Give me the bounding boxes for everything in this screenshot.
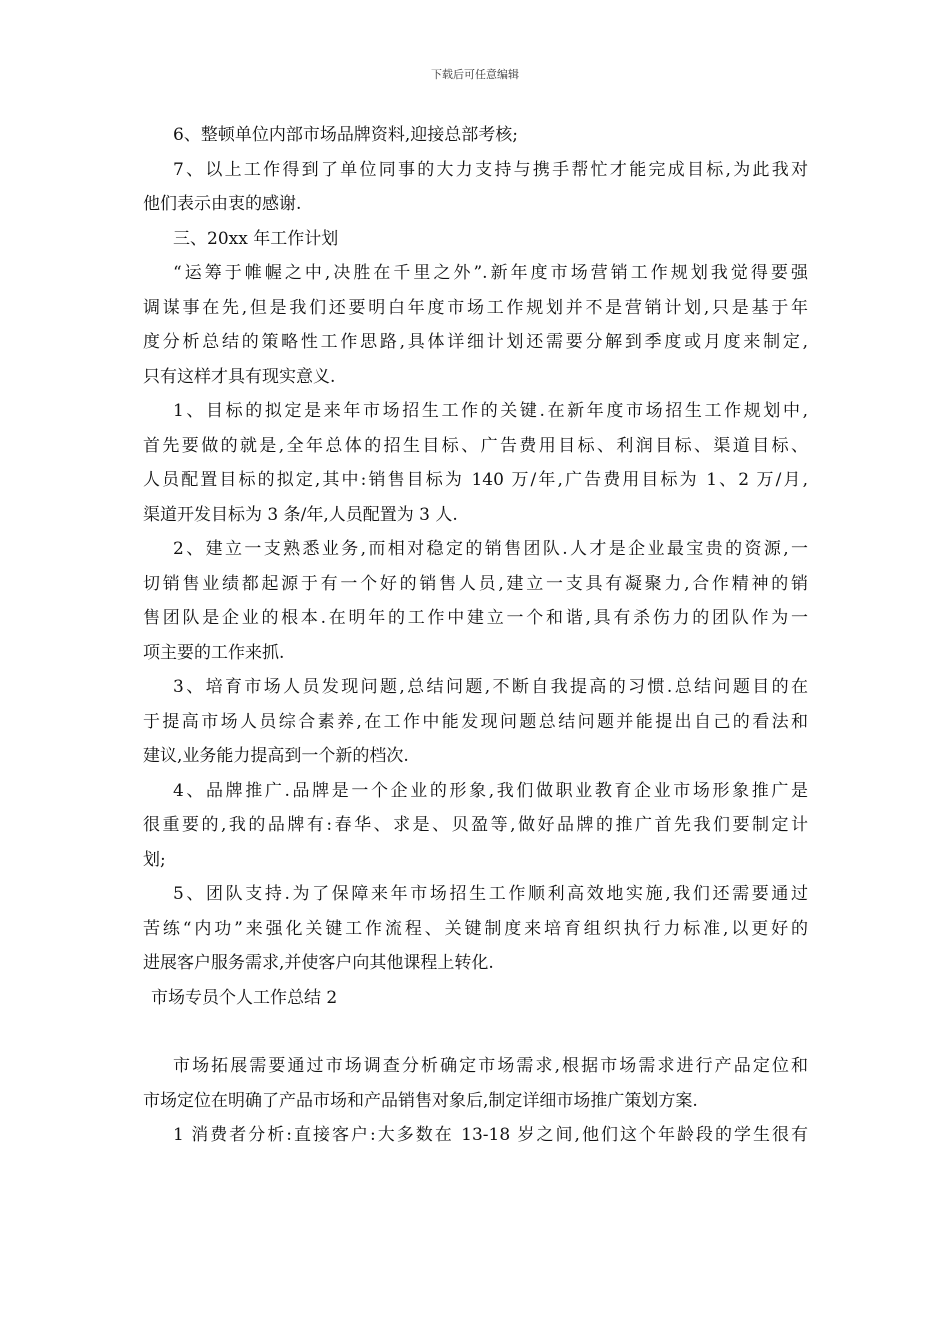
text-line: 进展客户服务需求,并使客户向其他课程上转化. xyxy=(143,953,494,973)
text-line: 6、整顿单位内部市场品牌资料,迎接总部考核; xyxy=(173,125,518,145)
text-line: 人员配置目标的拟定,其中:销售目标为 140 万/年,广告费用目标为 1、2 万/月, xyxy=(143,470,808,490)
text-line: 很重要的,我的品牌有:春华、求是、贝盈等,做好品牌的推广首先我们要制定计 xyxy=(143,815,808,835)
paragraph-gap xyxy=(143,1015,808,1049)
text-line: 只有这样才具有现实意义. xyxy=(143,366,336,387)
page-header: 下载后可任意编辑 xyxy=(431,68,519,81)
text-line: 市场专员个人工作总结 2 xyxy=(151,987,338,1008)
text-line: 市场拓展需要通过市场调查分析确定市场需求,根据市场需求进行产品定位和 xyxy=(173,1056,808,1076)
text-line: 度分析总结的策略性工作思路,具体详细计划还需要分解到季度或月度来制定, xyxy=(143,332,808,352)
text-line: 市场定位在明确了产品市场和产品销售对象后,制定详细市场推广策划方案. xyxy=(143,1090,698,1111)
text-line: 4、品牌推广.品牌是一个企业的形象,我们做职业教育企业市场形象推广是 xyxy=(173,780,808,801)
text-line: 他们表示由衷的感谢. xyxy=(143,194,302,214)
text-line: 1 消费者分析:直接客户:大多数在 13-18 岁之间,他们这个年龄段的学生很有 xyxy=(173,1125,808,1145)
text-line: 切销售业绩都起源于有一个好的销售人员,建立一支具有凝聚力,合作精神的销 xyxy=(143,573,808,594)
text-line: 3、培育市场人员发现问题,总结问题,不断自我提高的习惯.总结问题目的在 xyxy=(173,677,808,697)
text-line: 售团队是企业的根本.在明年的工作中建立一个和谐,具有杀伤力的团队作为一 xyxy=(143,608,808,628)
text-line: 项主要的工作来抓. xyxy=(143,642,285,663)
text-line: 7、以上工作得到了单位同事的大力支持与携手帮忙才能完成目标,为此我对 xyxy=(173,159,808,180)
text-line: 调谋事在先,但是我们还要明白年度市场工作规划并不是营销计划,只是基于年 xyxy=(143,297,808,318)
text-line: 划; xyxy=(143,849,166,870)
text-line: 5、团队支持.为了保障来年市场招生工作顺利高效地实施,我们还需要通过 xyxy=(173,884,808,904)
text-line: “运筹于帷幄之中,决胜在千里之外”.新年度市场营销工作规划我觉得要强 xyxy=(173,263,808,283)
text-line: 于提高市场人员综合素养,在工作中能发现问题总结问题并能提出自己的看法和 xyxy=(143,711,808,732)
text-line: 苦练“内功”来强化关键工作流程、关键制度来培育组织执行力标准,以更好的 xyxy=(143,918,808,939)
text-line: 首先要做的就是,全年总体的招生目标、广告费用目标、利润目标、渠道目标、 xyxy=(143,435,808,456)
document-body xyxy=(143,118,808,1153)
text-line: 2、建立一支熟悉业务,而相对稳定的销售团队.人才是企业最宝贵的资源,一 xyxy=(173,539,808,559)
text-line: 三、20xx 年工作计划 xyxy=(173,228,339,249)
text-line: 建议,业务能力提高到一个新的档次. xyxy=(143,746,409,766)
text-line: 1、目标的拟定是来年市场招生工作的关键.在新年度市场招生工作规划中, xyxy=(173,401,808,421)
text-line: 渠道开发目标为 3 条/年,人员配置为 3 人. xyxy=(143,504,458,525)
